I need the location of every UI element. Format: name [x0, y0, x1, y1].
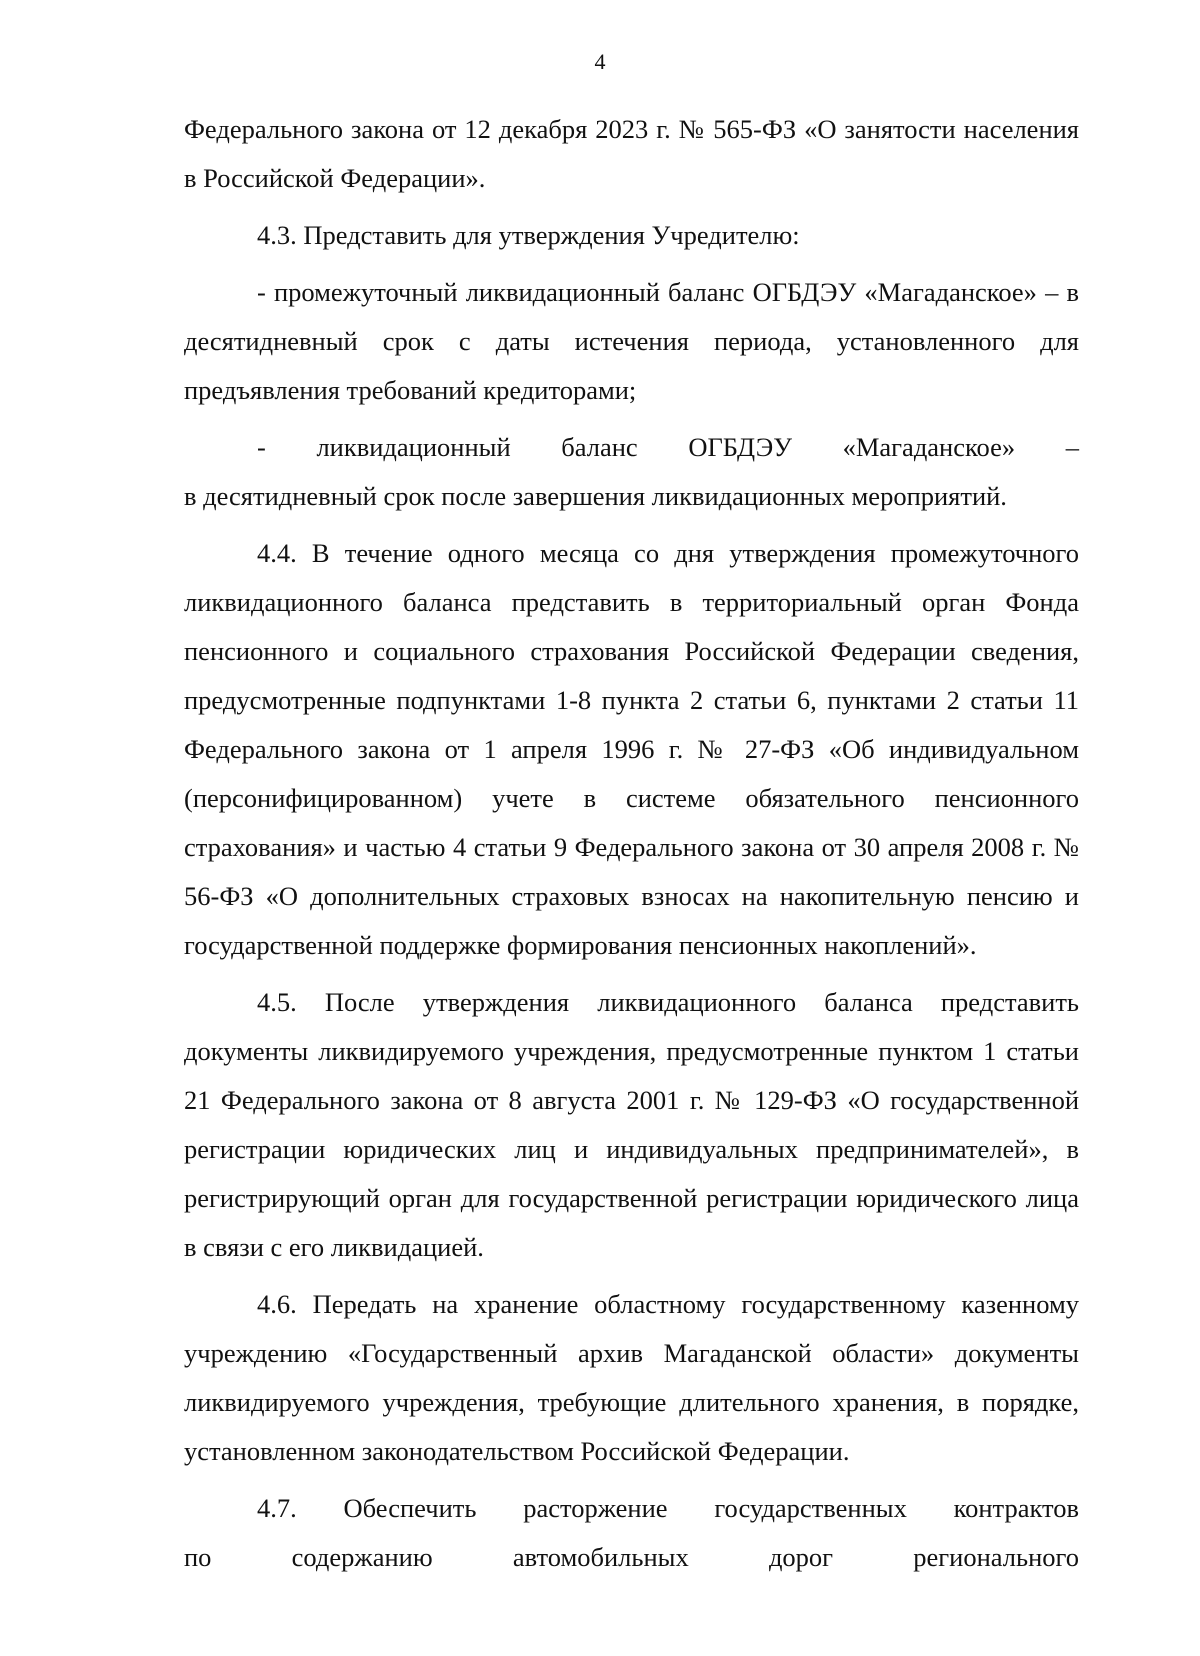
word: ликвидационный [316, 432, 511, 462]
page-number: 4 [594, 49, 606, 74]
paragraph-liquidation-balance-line [184, 423, 1079, 472]
word: - [257, 432, 266, 462]
word: баланс [561, 432, 638, 462]
paragraph-intermediate-balance: - промежуточный ликвидационный баланс ОГБДЭУ «Магаданское» – в десятидневный срок с даты истечения периода, установленного для предъявления требований кредиторами; [184, 277, 1079, 405]
paragraph-4-7-line-1 [184, 1484, 1079, 1533]
word: ОГБДЭУ [688, 432, 792, 462]
word: «Магаданское» [842, 432, 1016, 462]
word: расторжение [523, 1493, 668, 1523]
paragraph-4-5: 4.5. После утверждения ликвидационного баланса представить документы ликвидируемого учреждения, предусмотренные пунктом 1 статьи 21 Федерального закона от 8 августа 2001 г. № 129-ФЗ «О государственной регистрации юридических лиц и индивидуальных предпринимателей», в регистрирующий орган для государственной регистрации юридического лица в связи с его ликвидацией. [184, 987, 1079, 1262]
word: государственных [714, 1493, 907, 1523]
document-body [184, 105, 1079, 1582]
paragraph-4-3: 4.3. Представить для утверждения Учредителю: [257, 220, 800, 250]
paragraph-continuation: Федерального закона от 12 декабря 2023 г. № 565-ФЗ «О занятости населения в Российской Федерации». [184, 114, 1079, 193]
paragraph-4-6: 4.6. Передать на хранение областному государственному казенному учреждению «Государственный архив Магаданской области» документы ликвидируемого учреждения, требующие длительного хранения, в порядке, установленном законодательством Российской Федерации. [184, 1289, 1079, 1466]
paragraph-4-4: 4.4. В течение одного месяца со дня утверждения промежуточного ликвидационного баланса представить в территориальный орган Фонда пенсионного и социального страхования Российской Федерации сведения, предусмотренные подпунктами 1-8 пункта 2 статьи 6, пунктами 2 статьи 11 Федерального закона от 1 апреля 1996 г. № 27-ФЗ «Об индивидуальном (персонифицированном) учете в системе обязательного пенсионного страхования» и частью 4 статьи 9 Федерального закона от 30 апреля 2008 г. № 56-ФЗ «О дополнительных страховых взносах на накопительную пенсию и государственной поддержке формирования пенсионных накоплений». [184, 538, 1079, 960]
word: содержанию [291, 1542, 433, 1572]
word: – [1065, 432, 1079, 462]
word: автомобильных [512, 1542, 689, 1572]
word: 4.7. [257, 1493, 297, 1523]
word: дорог [768, 1542, 834, 1572]
word: контрактов [953, 1493, 1079, 1523]
word: Обеспечить [343, 1493, 477, 1523]
paragraph-4-7-line-2 [184, 1533, 1079, 1582]
word: регионального [913, 1542, 1079, 1572]
paragraph-liquidation-balance-cont: в десятидневный срок после завершения ликвидационных мероприятий. [184, 481, 1007, 511]
word: по [184, 1542, 212, 1572]
